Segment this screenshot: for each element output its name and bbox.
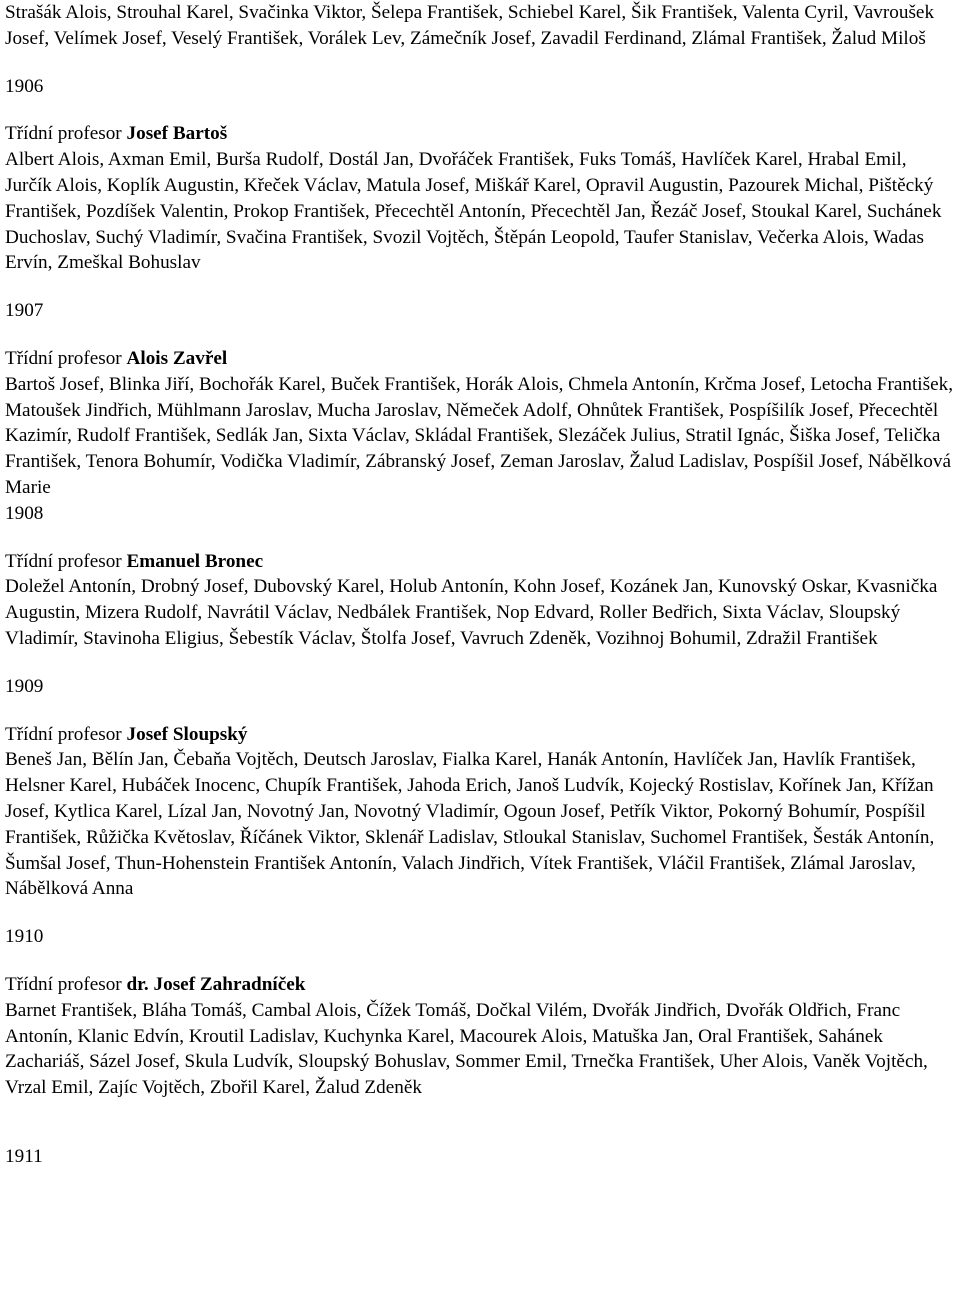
year-heading: 1906 [5,75,44,97]
class-teacher-name: Josef Bartoš [126,123,228,145]
class-teacher-name: Emanuel Bronec [126,550,264,572]
class-teacher-label: Třídní profesor [5,550,127,572]
class-teacher [5,972,957,998]
class-teacher-label: Třídní profesor [5,347,127,369]
class-teacher [5,722,957,748]
student-names: Barnet František, Bláha Tomáš, Cambal Alois, Čížek Tomáš, Dočkal Vilém, Dvořák Jindřich, Dvořák Oldřich, Franc Antonín, Klanic Edvín, Kroutil Ladislav, Kuchynka Karel, Macourek Alois, Matuška Jan, Oral František, Sahánek Zachariáš, Sázel Josef, Skula Ludvík, Sloupský Bohuslav, Sommer Emil, Trnečka František, Uher Alois, Vaněk Vojtěch, Vrzal Emil, Zajíc Vojtěch, Zbořil Karel, Žalud Zdeněk [5,999,928,1099]
class-teacher-name: dr. Josef Zahradníček [126,973,306,995]
year-heading: 1910 [5,926,44,948]
student-names: Albert Alois, Axman Emil, Burša Rudolf, Dostál Jan, Dvořáček František, Fuks Tomáš, Havlíček Karel, Hrabal Emil, Jurčík Alois, Koplík Augustin, Křeček Václav, Matula Josef, Miškář Karel, Opravil Augustin, Pazourek Michal, Pištěcký František, Pozdíšek Valentin, Prokop František, Přecechtěl Antonín, Přecechtěl Jan, Řezáč Josef, Stoukal Karel, Suchánek Duchoslav, Suchý Vladimír, Svačina František, Svozil Vojtěch, Štěpán Leopold, Taufer Stanislav, Večerka Alois, Wadas Ervín, Zmeškal Bohuslav [5,149,942,274]
student-names: Doležel Antonín, Drobný Josef, Dubovský Karel, Holub Antonín, Kohn Josef, Kozánek Jan, Kunovský Oskar, Kvasnička Augustin, Mizera Rudolf, Navrátil Václav, Nedbálek František, Nop Edvard, Roller Bedřich, Sixta Václav, Sloupský Vladimír, Stavinoha Eligius, Šebestík Václav, Štolfa Josef, Vavruch Zdeněk, Vozihnoj Bohumil, Zdražil František [5,576,938,649]
year-heading: 1907 [5,300,44,322]
class-teacher-name: Josef Sloupský [126,723,248,745]
class-teacher [5,346,957,372]
class-teacher-label: Třídní profesor [5,123,127,145]
class-teacher [5,121,957,147]
class-teacher-label: Třídní profesor [5,973,127,995]
class-teacher [5,549,957,575]
document-page [5,0,957,1170]
student-names: Beneš Jan, Bělín Jan, Čebaňa Vojtěch, Deutsch Jaroslav, Fialka Karel, Hanák Antonín, Havlíček Jan, Havlík František, Helsner Karel, Hubáček Inocenc, Chupík František, Jahoda Erich, Janoš Ludvík, Kojecký Rostislav, Kořínek Jan, Křížan Josef, Kytlica Karel, Lízal Jan, Novotný Jan, Novotný Vladimír, Ogoun Josef, Petřík Viktor, Pokorný Bohumír, Pospíšil František, Růžička Květoslav, Říčánek Viktor, Sklenář Ladislav, Stloukal Stanislav, Suchomel František, Šesták Antonín, Šumšal Josef, Thun-Hohenstein František Antonín, Valach Jindřich, Vítek František, Vláčil František, Zlámal Jaroslav, Nábělková Anna [5,749,935,900]
intro-names: Strašák Alois, Strouhal Karel, Svačinka Viktor, Šelepa František, Schiebel Karel, Šik František, Valenta Cyril, Vavroušek Josef, Velímek Josef, Veselý František, Vorálek Lev, Zámečník Josef, Zavadil Ferdinand, Zlámal František, Žalud Miloš [5,2,935,49]
class-teacher-label: Třídní profesor [5,723,127,745]
year-heading: 1909 [5,675,44,697]
year-heading: 1911 [5,1145,43,1167]
class-teacher-name: Alois Zavřel [126,347,228,369]
student-names: Bartoš Josef, Blinka Jiří, Bochořák Karel, Buček František, Horák Alois, Chmela Antonín, Krčma Josef, Letocha František, Matoušek Jindřich, Mühlmann Jaroslav, Mucha Jaroslav, Němeček Adolf, Ohnůtek František, Pospíšilík Josef, Přecechtěl Kazimír, Rudolf František, Sedlák Jan, Sixta Václav, Skládal František, Slezáček Julius, Stratil Ignác, Šiška Josef, Telička František, Tenora Bohumír, Vodička Vladimír, Zábranský Josef, Zeman Jaroslav, Žalud Ladislav, Pospíšil Josef, Nábělková Marie [5,373,953,498]
year-heading: 1908 [5,502,44,524]
